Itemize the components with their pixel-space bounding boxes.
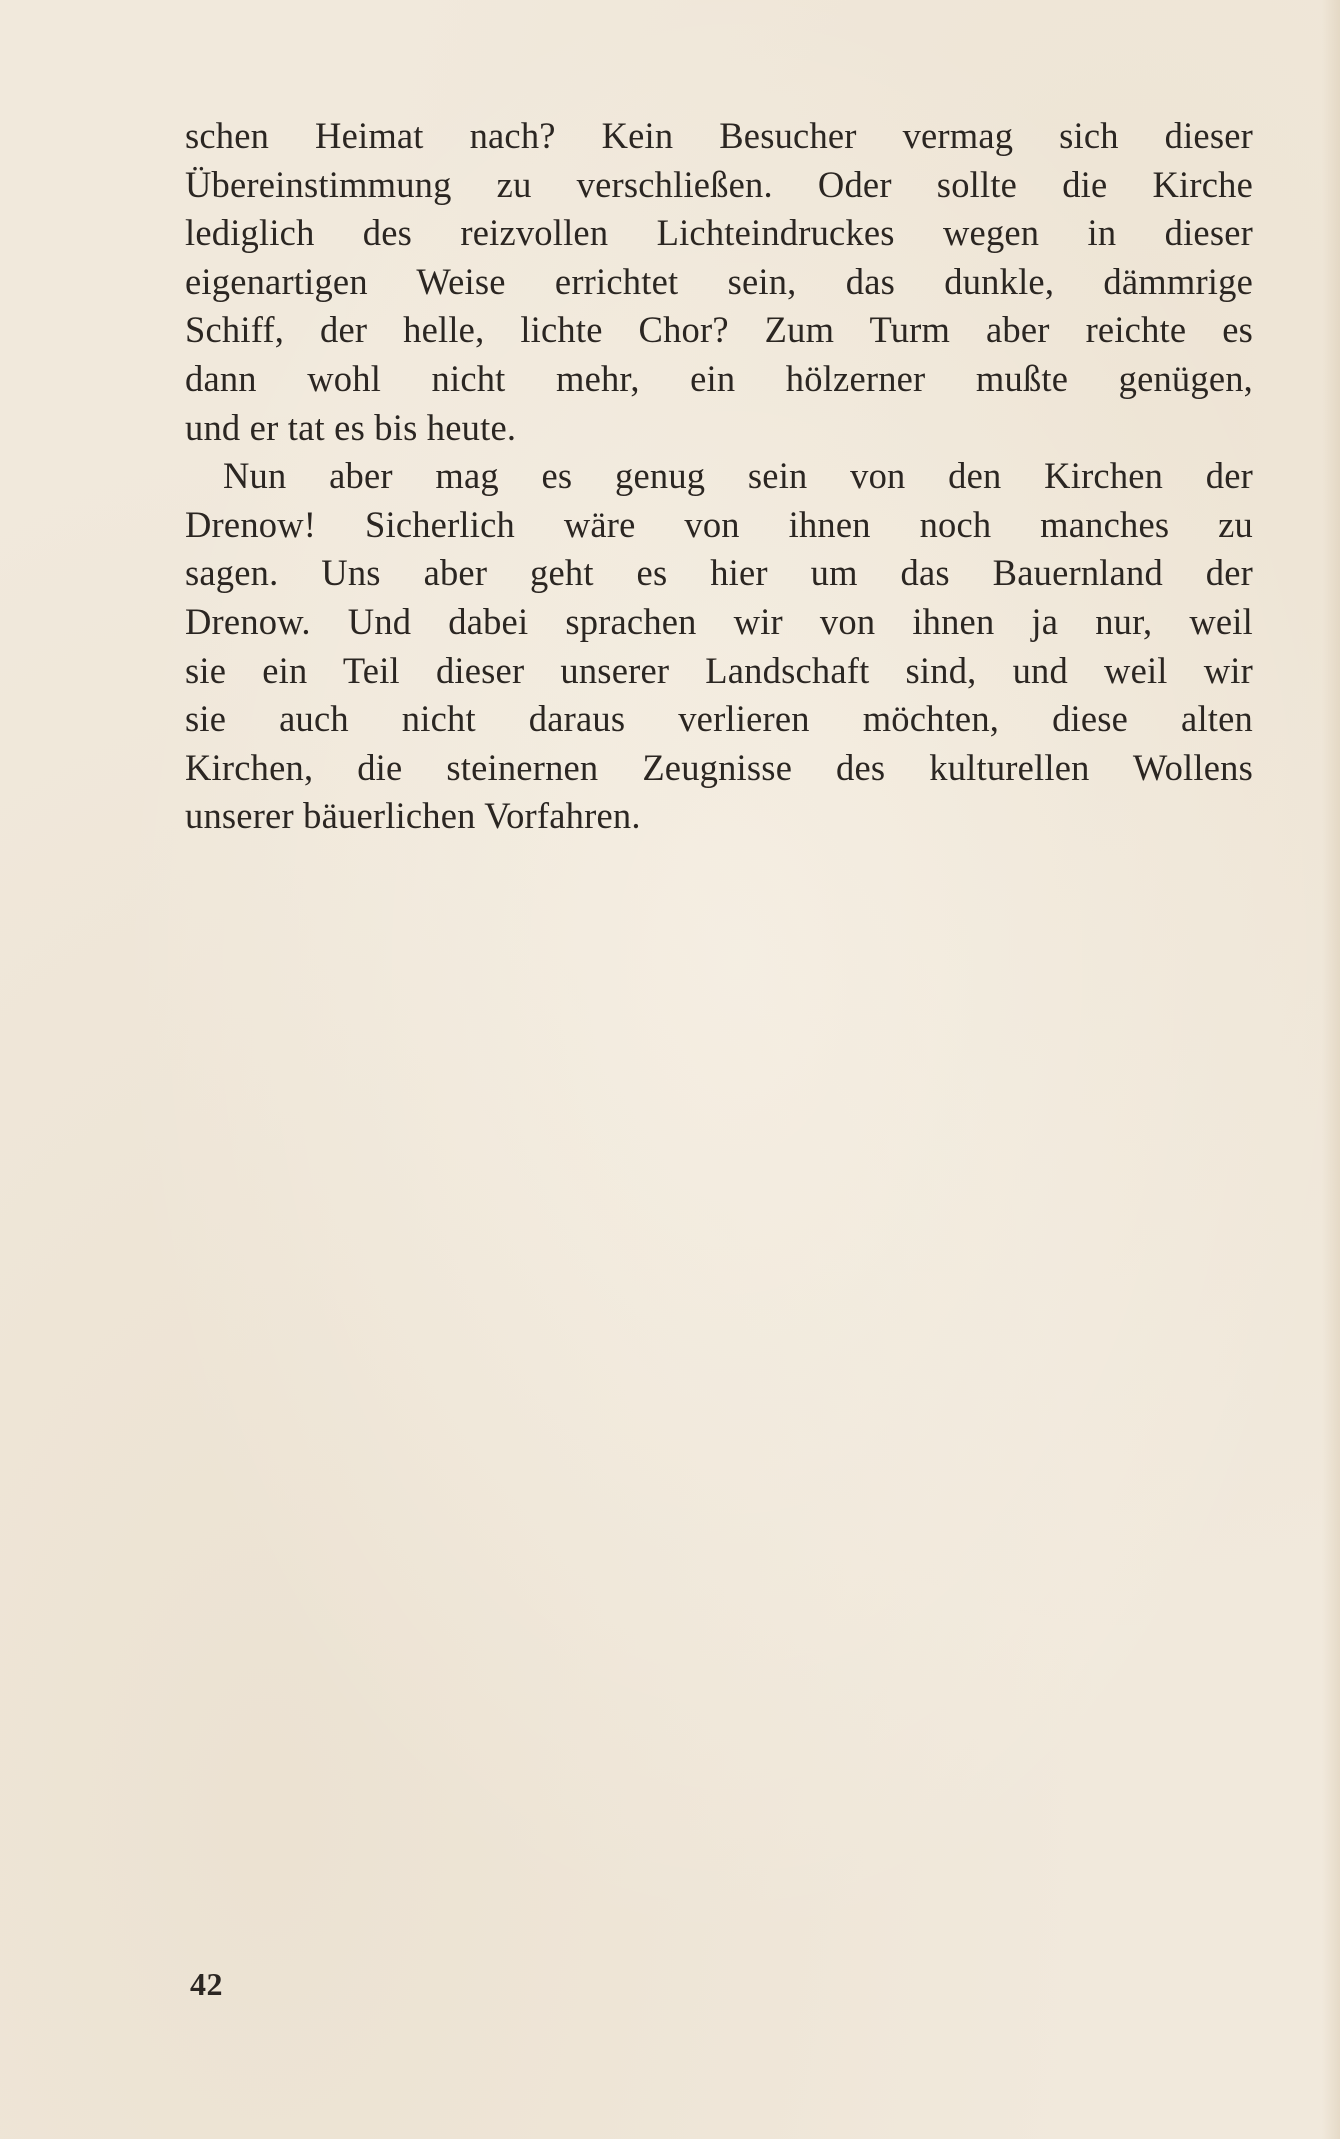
text-line: Schiff, der helle, lichte Chor? Zum Turm aber reichte es xyxy=(185,309,1253,351)
text-line: Drenow! Sicherlich wäre von ihnen noch manches zu xyxy=(185,503,1253,545)
text-line: Nun aber mag es genug sein von den Kirchen der xyxy=(223,455,1253,497)
paragraph-1 xyxy=(185,112,1253,452)
text-line: lediglich des reizvollen Lichteindruckes wegen in dieser xyxy=(185,212,1253,254)
page-edge-shadow xyxy=(1322,0,1340,2139)
text-line: Übereinstimmung zu verschließen. Oder sollte die Kirche xyxy=(185,163,1253,205)
text-line: Kirchen, die steinernen Zeugnisse des kulturellen Wollens xyxy=(185,746,1253,788)
text-line: dann wohl nicht mehr, ein hölzerner mußte genügen, xyxy=(185,357,1253,399)
text-line: unserer bäuerlichen Vorfahren. xyxy=(185,795,641,837)
text-line: sie auch nicht daraus verlieren möchten, diese alten xyxy=(185,698,1253,740)
text-line: schen Heimat nach? Kein Besucher vermag sich dieser xyxy=(185,115,1253,156)
text-line: und er tat es bis heute. xyxy=(185,406,517,448)
page-number: 42 xyxy=(190,1966,223,2002)
text-line: sagen. Uns aber geht es hier um das Bauernland der xyxy=(185,552,1253,594)
text-line: sie ein Teil dieser unserer Landschaft sind, und weil wir xyxy=(185,649,1253,691)
body-text xyxy=(185,112,1253,841)
text-line: Drenow. Und dabei sprachen wir von ihnen ja nur, weil xyxy=(185,600,1253,642)
text-line: eigenartigen Weise errichtet sein, das dunkle, dämmrige xyxy=(185,260,1253,302)
paragraph-2 xyxy=(185,452,1253,841)
